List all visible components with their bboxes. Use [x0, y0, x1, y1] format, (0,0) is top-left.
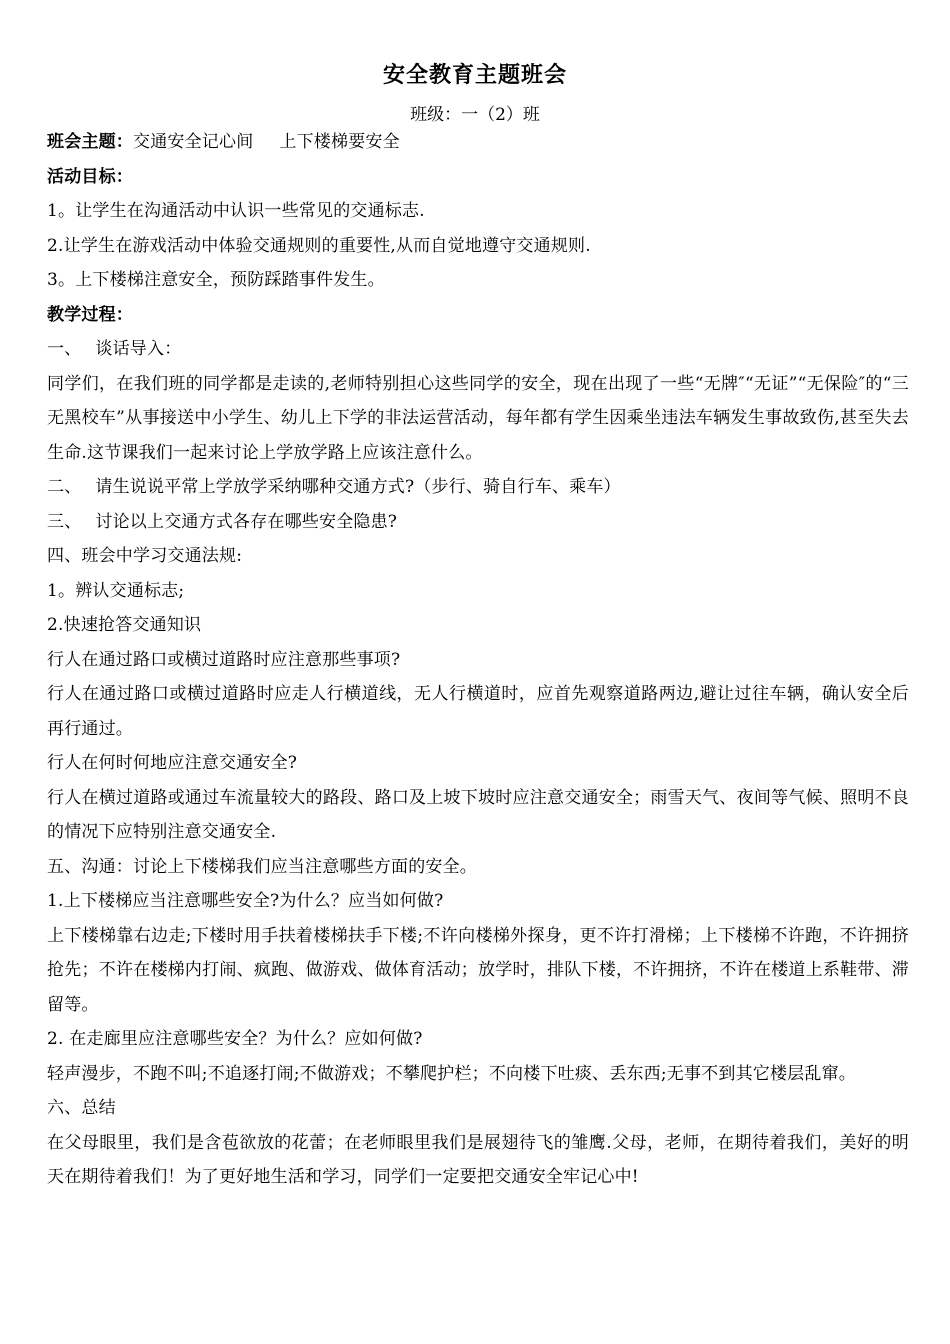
section-1-number: 一、	[47, 339, 82, 359]
answer-2: 行人在横过道路或通过车流量较大的路段、路口及上坡下坡时应注意交通安全；雨雪天气、夜间等气候、照明不良的情况下应特别注意交通安全.	[47, 787, 909, 842]
section-6-body: 在父母眼里，我们是含苞欲放的花蕾；在老师眼里我们是展翅待飞的雏鹰.父母，老师，在期待着我们，美好的明天在期待着我们！为了更好地生活和学习，同学们一定要把交通安全牢记心中!	[47, 1132, 909, 1187]
section-5-answer-2: 轻声漫步，不跑不叫;不追逐打闹;不做游戏；不攀爬护栏；不向楼下吐痰、丢东西;无事不到其它楼层乱窜。	[47, 1063, 856, 1084]
section-5-question-2: 2. 在走廊里应注意哪些安全？为什么？应如何做?	[47, 1029, 423, 1049]
goals-heading: 活动目标：	[47, 166, 133, 187]
section-5-answer-1: 上下楼梯靠右边走;下楼时用手扶着楼梯扶手下楼;不许向楼梯外探身，更不许打滑梯；上下楼梯不许跑，不许拥挤抢先；不许在楼梯内打闹、疯跑、做游戏、做体育活动；放学时，排队下楼，不许拥挤，不许在楼道上系鞋带、滞留等。	[47, 925, 909, 1015]
goal-item-3: 3。上下楼梯注意安全，预防踩踏事件发生。	[47, 270, 385, 290]
theme-label: 班会主题：	[47, 132, 133, 152]
section-2-number: 二、	[47, 477, 82, 497]
section-5-question-1: 1.上下楼梯应当注意哪些安全?为什么？应当如何做?	[47, 891, 444, 911]
section-4-item-2: 2.快速抢答交通知识	[47, 615, 202, 635]
section-4-item-1: 1。辨认交通标志;	[47, 580, 185, 601]
theme-part-1: 交通安全记心间	[133, 132, 254, 152]
process-heading: 教学过程：	[47, 304, 133, 325]
section-3-number: 三、	[47, 511, 82, 532]
section-6-heading: 六、总结	[47, 1098, 116, 1118]
section-5-heading: 五、沟通：讨论上下楼梯我们应当注意哪些方面的安全。	[47, 856, 477, 877]
section-2-title: 请生说说平常上学放学采纳哪种交通方式?（步行、骑自行车、乘车）	[95, 477, 621, 497]
class-info: 班级：一（2）班	[410, 105, 540, 125]
section-2-heading	[47, 470, 909, 505]
question-1: 行人在通过路口或横过道路时应注意那些事项?	[47, 649, 401, 670]
goal-item-1: 1。让学生在沟通活动中认识一些常见的交通标志.	[47, 201, 425, 221]
section-1-heading	[47, 332, 909, 367]
theme-part-2: 上下楼梯要安全	[279, 132, 400, 152]
answer-1: 行人在通过路口或横过道路时应走人行横道线，无人行横道时，应首先观察道路两边,避让过往车辆，确认安全后再行通过。	[47, 684, 909, 739]
section-3-title: 讨论以上交通方式各存在哪些安全隐患?	[95, 511, 398, 532]
section-1-title: 谈话导入：	[95, 339, 182, 359]
section-1-body: 同学们，在我们班的同学都是走读的,老师特别担心这些同学的安全，现在出现了一些“无牌″“无证”“无保险″的“三无黑校车”从事接送中小学生、幼儿上下学的非法运营活动，每年都有学生因乘坐违法车辆发生事故致伤,甚至失去生命.这节课我们一起来讨论上学放学路上应该注意什么。	[47, 373, 909, 463]
goal-item-2: 2.让学生在游戏活动中体验交通规则的重要性,从而自觉地遵守交通规则.	[47, 235, 591, 256]
section-3-heading	[47, 505, 909, 540]
question-2: 行人在何时何地应注意交通安全?	[47, 753, 298, 773]
theme-line	[47, 125, 909, 160]
document-body	[47, 125, 909, 1195]
document-title: 安全教育主题班会	[382, 63, 567, 88]
section-4-heading: 四、班会中学习交通法规:	[47, 546, 243, 566]
